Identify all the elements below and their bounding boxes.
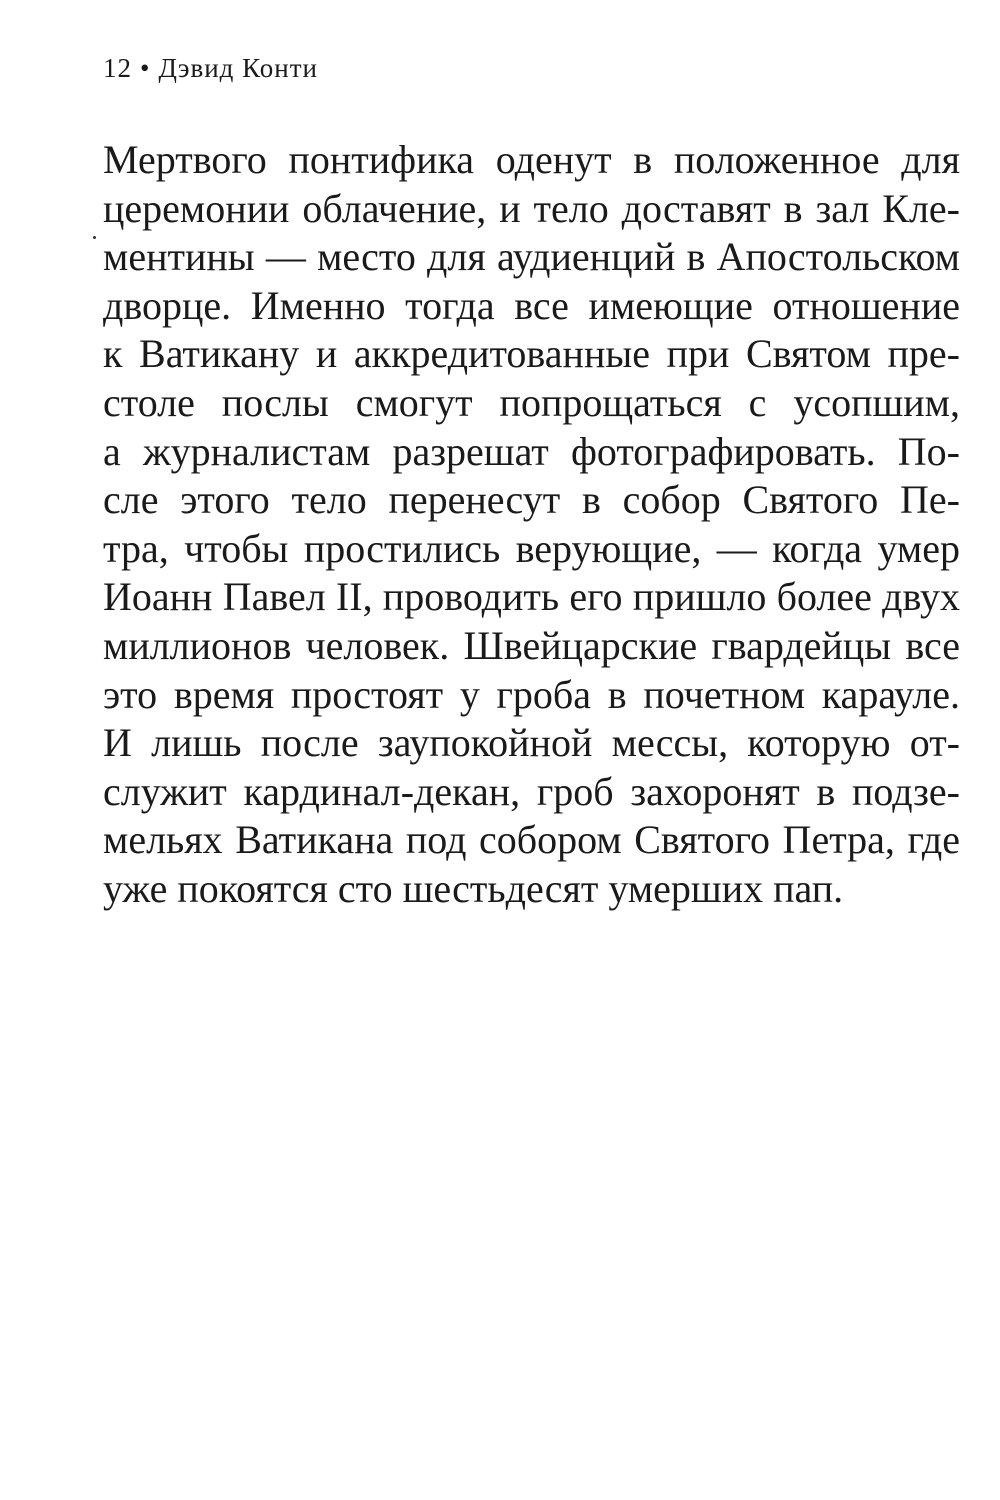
text-line: мельях Ватикана под собором Святого Петра, где — [103, 817, 960, 863]
header-separator: • — [140, 53, 151, 83]
author-name: Дэвид Конти — [158, 53, 319, 83]
body-paragraph — [103, 136, 960, 914]
text-line: Мертвого понтифика оденут в положенное для — [103, 137, 960, 182]
text-line: это время простоят у гроба в почетном карауле. — [103, 671, 960, 717]
text-line: Иоанн Павел II, проводить его пришло более двух — [103, 574, 960, 620]
text-line: ментины — место для аудиенций в Апостольском — [103, 234, 960, 280]
page-number: 12 — [103, 53, 132, 83]
text-line: служит кардинал-декан, гроб захоронят в подзе- — [103, 768, 960, 814]
text-line: а журналистам разрешат фотографировать. По- — [103, 428, 960, 474]
text-line: церемонии облачение, и тело доставят в зал Кле- — [103, 185, 960, 231]
text-line: миллионов человек. Швейцарские гвардейцы все — [103, 622, 960, 668]
text-line: столе послы смогут попрощаться с усопшим, — [103, 379, 960, 425]
text-line: сле этого тело перенесут в собор Святого Пе- — [103, 477, 960, 523]
text-line: И лишь после заупокойной мессы, которую от- — [103, 720, 960, 766]
text-line: к Ватикану и аккредитованные при Святом пре- — [103, 331, 960, 377]
running-head — [103, 50, 318, 86]
text-line: дворце. Именно тогда все имеющие отношение — [103, 282, 960, 328]
text-line: тра, чтобы простились верующие, — когда умер — [103, 525, 960, 571]
text-line: уже покоятся сто шестьдесят умерших пап. — [103, 865, 844, 911]
stray-print-mark — [93, 236, 96, 239]
